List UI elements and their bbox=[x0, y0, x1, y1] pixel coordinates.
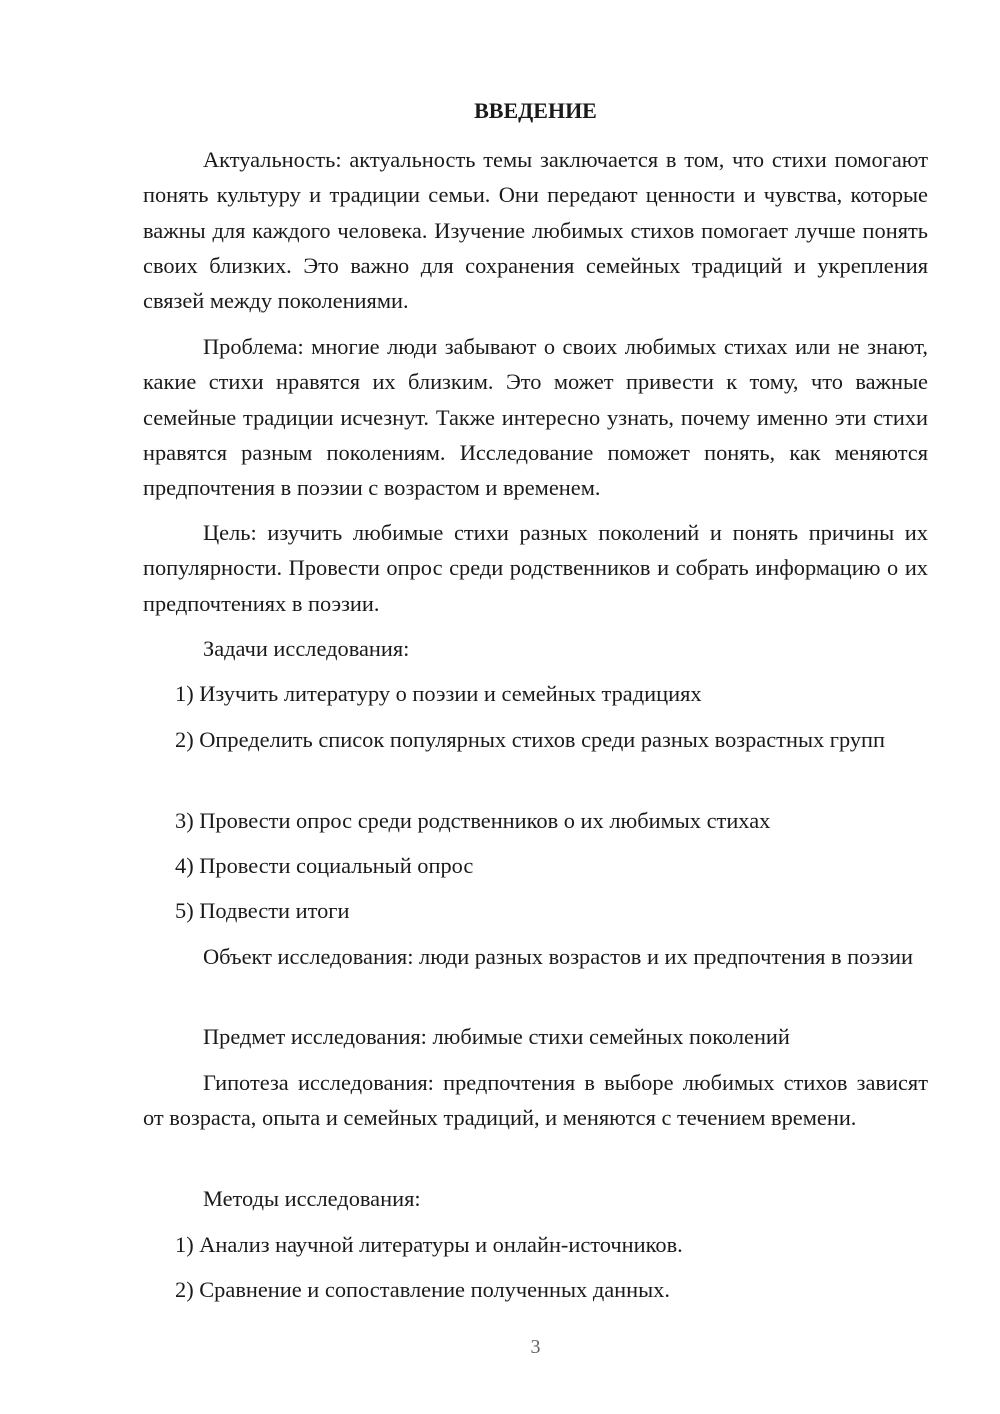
methods-heading: Методы исследования: bbox=[203, 1186, 421, 1211]
paragraph-relevance: Актуальность: актуальность темы заключается в том, что стихи помогают понять культуру и традиции семьи. Они передают ценности и чувства, которые важны для каждого человека. Изучение любимых стихов помогает лучше понять своих близких. Это важно для сохранения семейных традиций и укрепления связей между поколениями. bbox=[143, 147, 928, 314]
task-item-3: 3) Провести опрос среди родственников о их любимых стихах bbox=[175, 808, 771, 833]
tasks-heading: Задачи исследования: bbox=[203, 636, 410, 661]
document-page bbox=[143, 0, 928, 1414]
task-item-1: 1) Изучить литературу о поэзии и семейных традициях bbox=[175, 681, 702, 706]
paragraph-subject: Предмет исследования: любимые стихи семейных поколений bbox=[203, 1024, 790, 1049]
paragraph-problem: Проблема: многие люди забывают о своих любимых стихах или не знают, какие стихи нравятся их близким. Это может привести к тому, что важные семейные традиции исчезнут. Также интересно узнать, почему именно эти стихи нравятся разным поколениям. Исследование поможет понять, как меняются предпочтения в поэзии с возрастом и временем. bbox=[143, 334, 928, 501]
task-item-2: 2) Определить список популярных стихов среди разных возрастных групп bbox=[175, 727, 886, 752]
section-title: ВВЕДЕНИЕ bbox=[474, 98, 597, 123]
paragraph-hypothesis: Гипотеза исследования: предпочтения в выборе любимых стихов зависят от возраста, опыта и семейных традиций, и меняются с течением времени. bbox=[143, 1070, 928, 1131]
page-number: 3 bbox=[530, 1336, 541, 1358]
task-item-5: 5) Подвести итоги bbox=[175, 898, 350, 923]
method-item-1: 1) Анализ научной литературы и онлайн-источников. bbox=[175, 1232, 683, 1257]
task-item-4: 4) Провести социальный опрос bbox=[175, 853, 474, 878]
paragraph-goal: Цель: изучить любимые стихи разных поколений и понять причины их популярности. Провести опрос среди родственников и собрать информацию о их предпочтениях в поэзии. bbox=[143, 520, 928, 616]
paragraph-object: Объект исследования: люди разных возрастов и их предпочтения в поэзии bbox=[203, 944, 914, 969]
method-item-2: 2) Сравнение и сопоставление полученных данных. bbox=[175, 1277, 670, 1302]
